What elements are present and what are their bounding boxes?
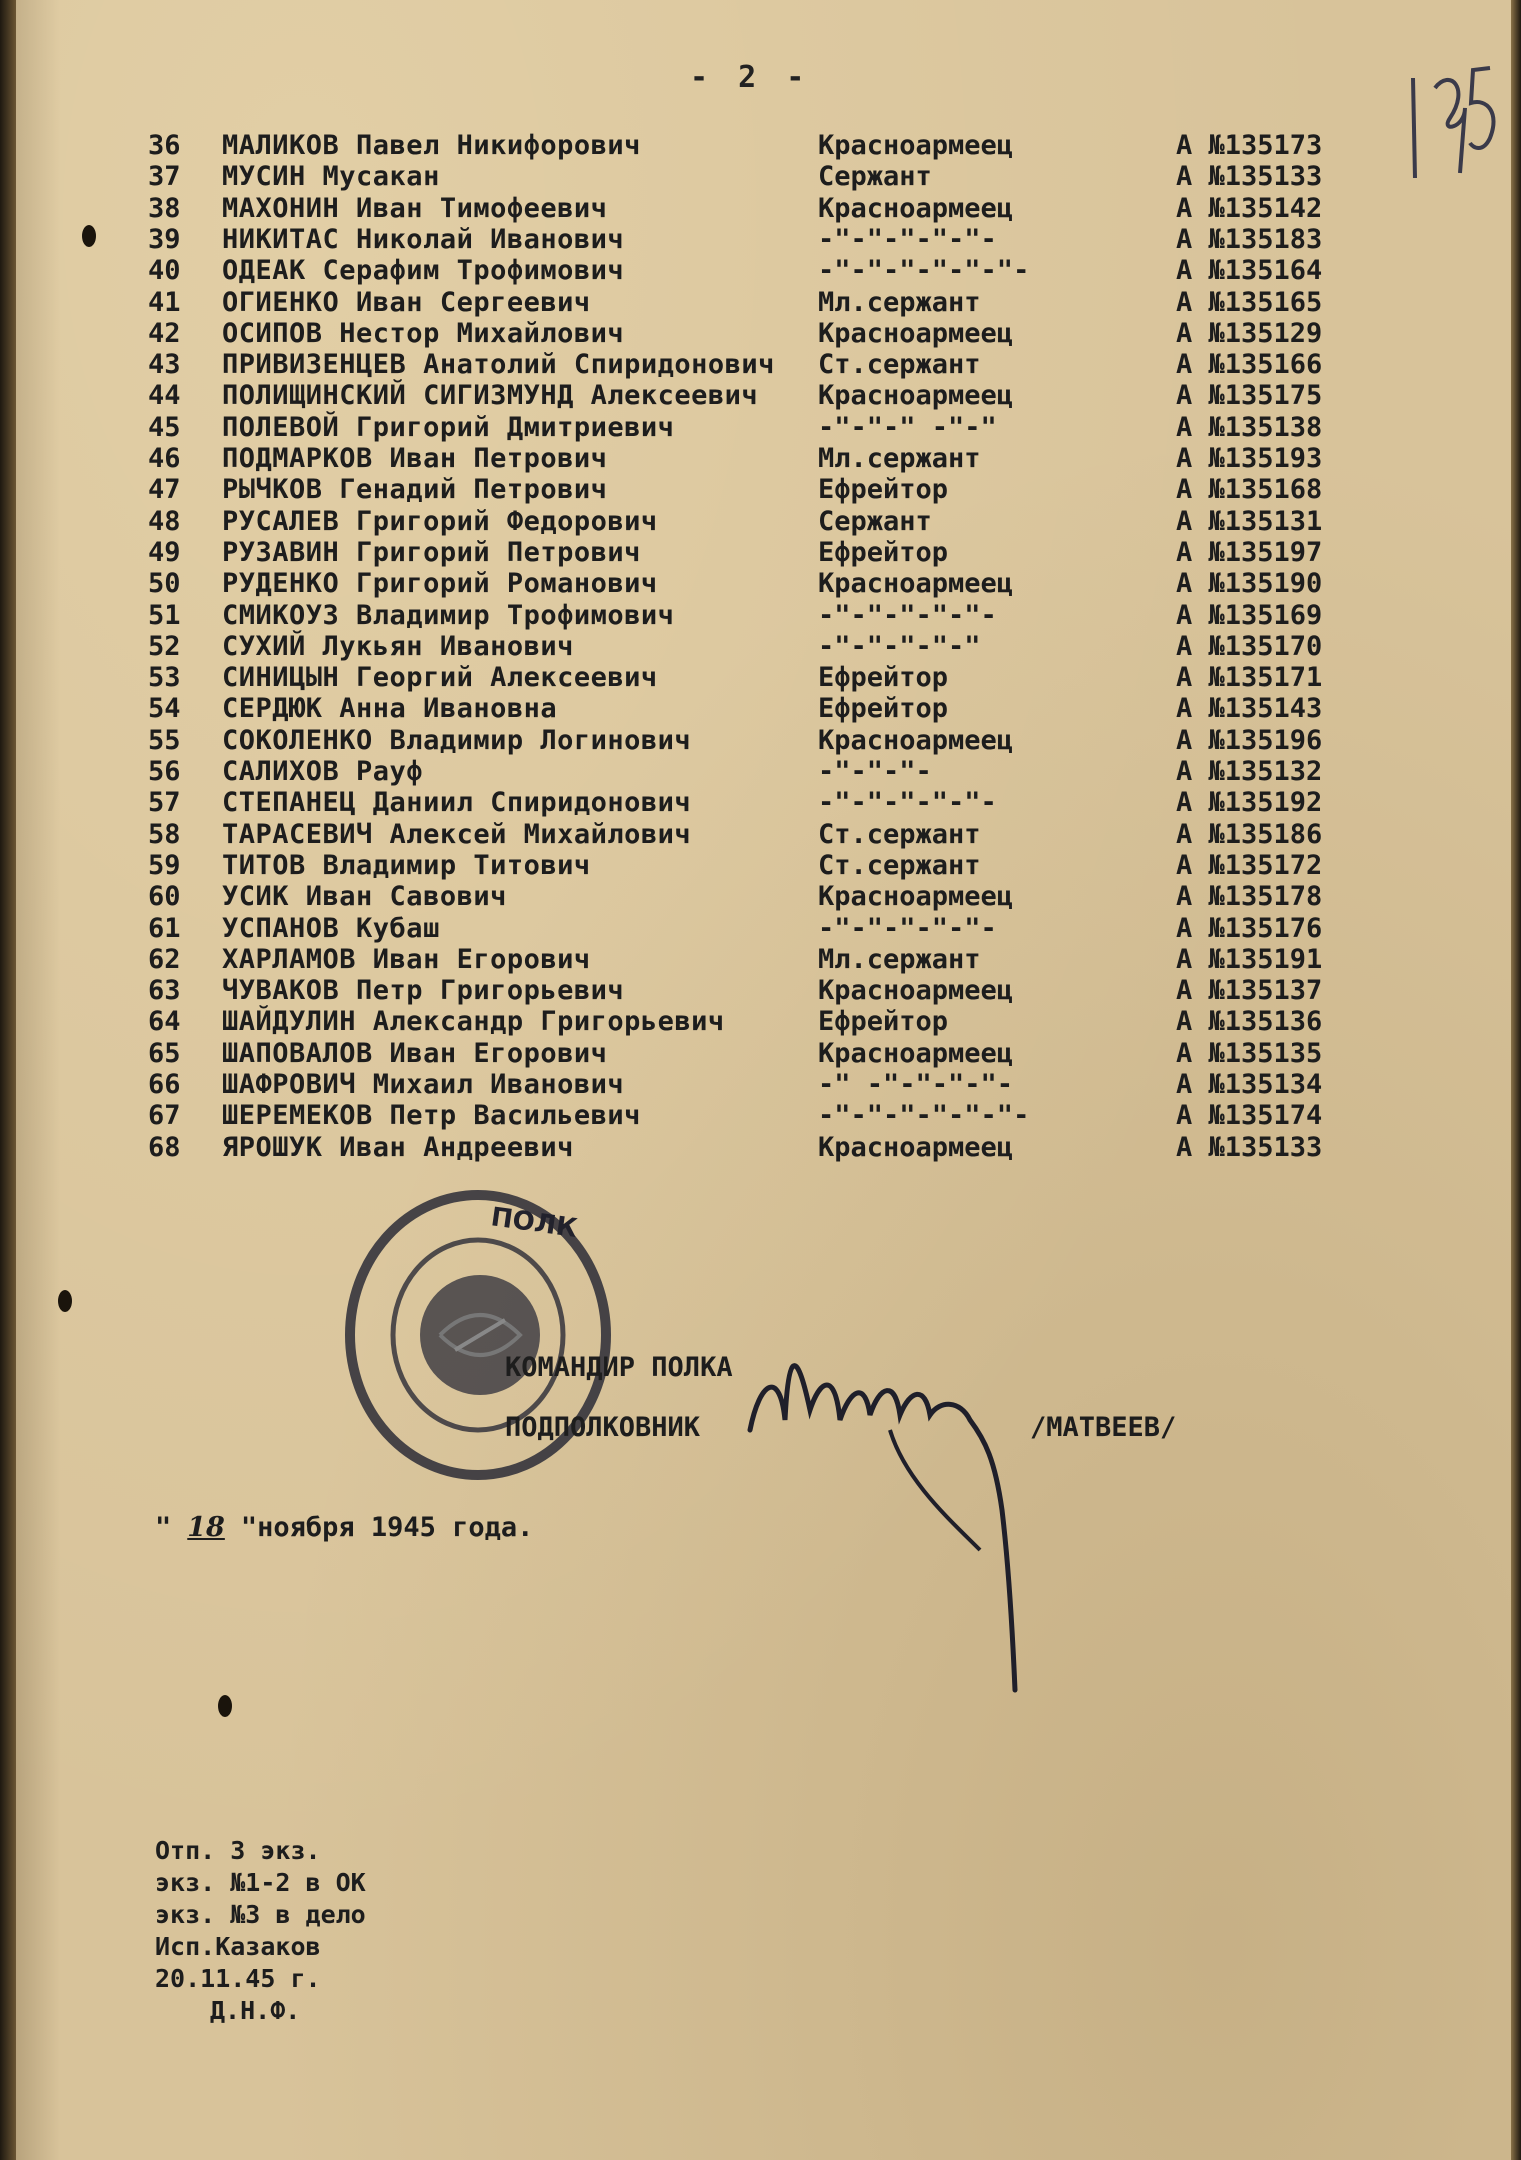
soldier-name: ШЕРЕМЕКОВ Петр Васильевич	[222, 1100, 641, 1132]
medal-serial: А №135183	[1176, 223, 1323, 255]
soldier-rank: -"-"-"-"-"-	[818, 787, 997, 819]
soldier-rank: -"-"-"-"-"-	[818, 223, 997, 255]
medal-serial: А №135134	[1176, 1069, 1323, 1100]
soldier-rank: Красноармеец	[818, 975, 1014, 1007]
table-row	[140, 944, 1370, 975]
footer-line: экз. №1-2 в ОК	[155, 1868, 366, 1897]
row-number: 47	[148, 474, 181, 506]
row-number: 62	[148, 943, 181, 975]
signatory-name: /МАТВЕЕВ/	[1030, 1412, 1177, 1443]
soldier-rank: Мл.сержант	[818, 443, 981, 474]
medal-serial: А №135174	[1176, 1100, 1323, 1132]
table-row	[140, 506, 1370, 537]
table-row	[140, 662, 1370, 693]
signature-title-line2: ПОДПОЛКОВНИК	[505, 1412, 701, 1443]
soldier-rank: Ефрейтор	[818, 693, 949, 725]
soldier-rank: -"-"-"-"-"-"-	[818, 1100, 1030, 1132]
medal-serial: А №135190	[1176, 568, 1323, 600]
row-number: 50	[148, 568, 181, 600]
table-row	[140, 913, 1370, 944]
row-number: 37	[148, 161, 181, 193]
medal-serial: А №135138	[1176, 411, 1323, 443]
soldier-rank: Сержант	[818, 505, 932, 537]
punch-hole	[82, 225, 96, 247]
soldier-name: ОСИПОВ Нестор Михайлович	[222, 317, 625, 349]
punch-hole	[58, 1290, 72, 1312]
soldier-name: ХАРЛАМОВ Иван Егорович	[222, 943, 591, 975]
medal-serial: А №135129	[1176, 317, 1323, 349]
soldier-rank: Красноармеец	[818, 317, 1014, 349]
soldier-name: СЕРДЮК Анна Ивановна	[222, 693, 558, 725]
page-edge-left	[0, 0, 16, 2160]
table-row	[140, 380, 1370, 411]
soldier-name: САЛИХОВ Рауф	[222, 756, 424, 787]
medal-serial: А №135175	[1176, 380, 1323, 412]
medal-serial: А №135132	[1176, 756, 1323, 787]
soldier-name: ПРИВИЗЕНЦЕВ Анатолий Спиридонович	[222, 349, 775, 381]
soldier-rank: Красноармеец	[818, 130, 1014, 161]
row-number: 46	[148, 443, 181, 474]
row-number: 66	[148, 1069, 181, 1100]
table-row	[140, 537, 1370, 568]
row-number: 42	[148, 317, 181, 349]
soldier-name: СУХИЙ Лукьян Иванович	[222, 630, 574, 662]
soldier-name: МАХОНИН Иван Тимофеевич	[222, 192, 608, 224]
soldier-name: СМИКОУЗ Владимир Трофимович	[222, 599, 675, 631]
table-row	[140, 255, 1370, 286]
table-row	[140, 412, 1370, 443]
medal-serial: А №135172	[1176, 849, 1323, 881]
soldier-name: СТЕПАНЕЦ Даниил Спиридонович	[222, 787, 692, 819]
soldier-name: ТИТОВ Владимир Титович	[222, 849, 591, 881]
soldier-rank: Ефрейтор	[818, 474, 949, 506]
row-number: 58	[148, 818, 181, 850]
table-row	[140, 881, 1370, 912]
medal-serial: А №135165	[1176, 286, 1323, 318]
soldier-name: ПОДМАРКОВ Иван Петрович	[222, 443, 608, 474]
soldier-rank: Ст.сержант	[818, 349, 981, 381]
medal-serial: А №135168	[1176, 474, 1323, 506]
row-number: 40	[148, 255, 181, 287]
soldier-rank: Красноармеец	[818, 881, 1014, 913]
footer-line: экз. №3 в дело	[155, 1900, 366, 1929]
medal-serial: А №135137	[1176, 975, 1323, 1007]
medal-serial: А №135143	[1176, 693, 1323, 725]
punch-hole	[218, 1695, 232, 1717]
soldier-name: ШАЙДУЛИН Александр Григорьевич	[222, 1006, 725, 1038]
soldier-name: МАЛИКОВ Павел Никифорович	[222, 130, 641, 161]
soldier-name: МУСИН Мусакан	[222, 161, 440, 193]
table-row	[140, 1069, 1370, 1100]
soldier-rank: Красноармеец	[818, 1131, 1014, 1163]
table-row	[140, 819, 1370, 850]
soldier-rank: Мл.сержант	[818, 943, 981, 975]
row-number: 65	[148, 1037, 181, 1069]
date-day: 18	[187, 1512, 225, 1543]
medal-serial: А №135173	[1176, 130, 1323, 161]
soldier-rank: -"-"-"-"-"-	[818, 599, 997, 631]
table-row	[140, 1006, 1370, 1037]
soldier-name: СИНИЦЫН Георгий Алексеевич	[222, 662, 658, 694]
medal-serial: А №135166	[1176, 349, 1323, 381]
medal-serial: А №135196	[1176, 724, 1323, 756]
soldier-rank: Мл.сержант	[818, 286, 981, 318]
soldier-rank: Ефрейтор	[818, 662, 949, 694]
medal-serial: А №135135	[1176, 1037, 1323, 1069]
footer-line: Исп.Казаков	[155, 1932, 321, 1961]
table-row	[140, 725, 1370, 756]
medal-serial: А №135192	[1176, 787, 1323, 819]
medal-serial: А №135170	[1176, 630, 1323, 662]
soldier-name: РЫЧКОВ Генадий Петрович	[222, 474, 608, 506]
soldier-rank: Ефрейтор	[818, 536, 949, 568]
soldier-rank: Ст.сержант	[818, 849, 981, 881]
row-number: 41	[148, 286, 181, 318]
medal-serial: А №135186	[1176, 818, 1323, 850]
page-number: - 2 -	[690, 60, 811, 95]
medal-serial: А №135133	[1176, 1131, 1323, 1163]
row-number: 54	[148, 693, 181, 725]
row-number: 60	[148, 881, 181, 913]
row-number: 68	[148, 1131, 181, 1163]
table-row	[140, 474, 1370, 505]
soldier-rank: Сержант	[818, 161, 932, 193]
soldier-name: НИКИТАС Николай Иванович	[222, 223, 625, 255]
row-number: 49	[148, 536, 181, 568]
signature-title-line1: КОМАНДИР ПОЛКА	[505, 1352, 733, 1383]
stamp-text: ПОЛК	[489, 1202, 580, 1245]
distribution-note	[155, 1835, 366, 2027]
soldier-name: УСПАНОВ Кубаш	[222, 912, 440, 944]
page-edge-right	[1511, 0, 1521, 2160]
table-row	[140, 193, 1370, 224]
table-row	[140, 161, 1370, 192]
soldier-rank: -"-"-"-"-"	[818, 630, 981, 662]
soldier-name: РУЗАВИН Григорий Петрович	[222, 536, 641, 568]
soldier-name: ПОЛИЩИНСКИЙ СИГИЗМУНД Алексеевич	[222, 380, 759, 412]
soldier-name: РУДЕНКО Григорий Романович	[222, 568, 658, 600]
row-number: 61	[148, 912, 181, 944]
medal-serial: А №135178	[1176, 881, 1323, 913]
row-number: 53	[148, 662, 181, 694]
row-number: 36	[148, 130, 181, 161]
row-number: 43	[148, 349, 181, 381]
table-row	[140, 1038, 1370, 1069]
soldier-name: ТАРАСЕВИЧ Алексей Михайлович	[222, 818, 692, 850]
document-date: " 18 "ноября 1945 года.	[155, 1512, 534, 1543]
soldier-rank: Красноармеец	[818, 380, 1014, 412]
medal-serial: А №135131	[1176, 505, 1323, 537]
medal-serial: А №135197	[1176, 536, 1323, 568]
soldier-name: ПОЛЕВОЙ Григорий Дмитриевич	[222, 411, 675, 443]
row-number: 38	[148, 192, 181, 224]
row-number: 44	[148, 380, 181, 412]
archive-sheet-number	[1395, 48, 1505, 188]
medal-serial: А №135133	[1176, 161, 1323, 193]
table-row	[140, 600, 1370, 631]
soldier-rank: -"-"-" -"-"	[818, 411, 997, 443]
table-row	[140, 975, 1370, 1006]
soldier-rank: -"-"-"-"-"-"-	[818, 255, 1030, 287]
row-number: 64	[148, 1006, 181, 1038]
soldier-name: РУСАЛЕВ Григорий Федорович	[222, 505, 658, 537]
medal-serial: А №135142	[1176, 192, 1323, 224]
table-row	[140, 850, 1370, 881]
soldier-name: СОКОЛЕНКО Владимир Логинович	[222, 724, 692, 756]
soldier-name: ШАФРОВИЧ Михаил Иванович	[222, 1069, 625, 1100]
row-number: 56	[148, 756, 181, 787]
soldier-rank: Красноармеец	[818, 724, 1014, 756]
medal-serial: А №135193	[1176, 443, 1323, 474]
soldier-name: ЧУВАКОВ Петр Григорьевич	[222, 975, 625, 1007]
row-number: 63	[148, 975, 181, 1007]
handwritten-signature	[740, 1320, 1070, 1700]
soldier-rank: Красноармеец	[818, 192, 1014, 224]
table-row	[140, 318, 1370, 349]
soldier-rank: Красноармеец	[818, 568, 1014, 600]
medal-serial: А №135191	[1176, 943, 1323, 975]
table-row	[140, 1100, 1370, 1131]
soldier-rank: -"-"-"-"-"-	[818, 912, 997, 944]
row-number: 67	[148, 1100, 181, 1132]
table-row	[140, 287, 1370, 318]
medal-serial: А №135176	[1176, 912, 1323, 944]
soldier-rank: -"-"-"-	[818, 756, 932, 787]
medal-serial: А №135171	[1176, 662, 1323, 694]
table-row	[140, 568, 1370, 599]
footer-line: Отп. 3 экз.	[155, 1836, 321, 1865]
soldier-name: УСИК Иван Савович	[222, 881, 507, 913]
soldier-rank: Ефрейтор	[818, 1006, 949, 1038]
row-number: 48	[148, 505, 181, 537]
table-row	[140, 130, 1370, 161]
table-row	[140, 1132, 1370, 1163]
soldier-rank: -" -"-"-"-"-	[818, 1069, 1014, 1100]
table-row	[140, 224, 1370, 255]
row-number: 55	[148, 724, 181, 756]
footer-line: 20.11.45 г.	[155, 1964, 321, 1993]
table-row	[140, 349, 1370, 380]
row-number: 59	[148, 849, 181, 881]
soldier-name: ОДЕАК Серафим Трофимович	[222, 255, 625, 287]
medal-serial: А №135169	[1176, 599, 1323, 631]
soldier-name: ОГИЕНКО Иван Сергеевич	[222, 286, 591, 318]
soldier-rank: Красноармеец	[818, 1037, 1014, 1069]
table-row	[140, 443, 1370, 474]
row-number: 52	[148, 630, 181, 662]
table-row	[140, 631, 1370, 662]
soldier-name: ШАПОВАЛОВ Иван Егорович	[222, 1037, 608, 1069]
table-row	[140, 693, 1370, 724]
row-number: 39	[148, 223, 181, 255]
soldier-name: ЯРОШУК Иван Андреевич	[222, 1131, 574, 1163]
soldier-rank: Ст.сержант	[818, 818, 981, 850]
table-row	[140, 787, 1370, 818]
medal-serial: А №135164	[1176, 255, 1323, 287]
row-number: 45	[148, 411, 181, 443]
table-row	[140, 756, 1370, 787]
medal-serial: А №135136	[1176, 1006, 1323, 1038]
footer-line: Д.Н.Ф.	[210, 1996, 301, 2025]
row-number: 51	[148, 599, 181, 631]
row-number: 57	[148, 787, 181, 819]
